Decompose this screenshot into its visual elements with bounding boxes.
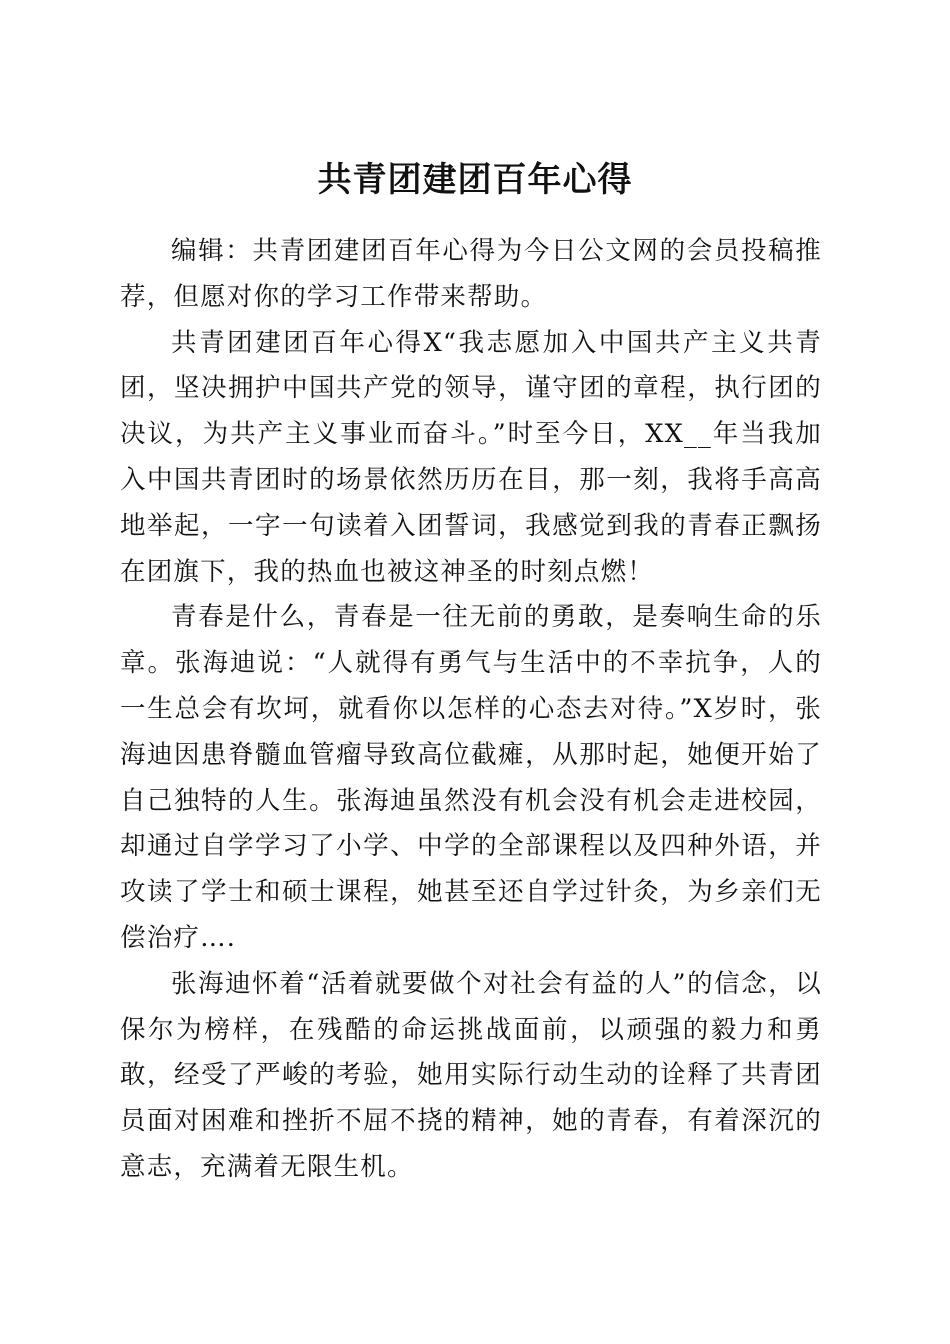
document-body [120,229,822,1191]
paragraph-youth: 青春是什么，青春是一往无前的勇敢，是奏响生命的乐章。张海迪说：“人就得有勇气与生活中的不幸抗争，人的一生总会有坎坷，就看你以怎样的心态去对待。”X岁时，张海迪因患脊髓血管瘤导致高位截瘫，从那时起，她便开始了自己独特的人生。张海迪虽然没有机会没有机会走进校园，却通过自学学习了小学、中学的全部课程以及四种外语，并攻读了学士和硕士课程，她甚至还自学过针灸，为乡亲们无偿治疗…. [120,602,822,953]
paragraph-editor-note: 编辑：共青团建团百年心得为今日公文网的会员投稿推荐，但愿对你的学习工作带来帮助。 [120,236,822,312]
paragraph-oath: 共青团建团百年心得X“我志愿加入中国共产主义共青团，坚决拥护中国共产党的领导，谨守团的章程，执行团的决议，为共产主义事业而奋斗。”时至今日，XX__年当我加入中国共青团时的场景依然历历在目，那一刻，我将手高高地举起，一字一句读着入团誓词，我感觉到我的青春正飘扬在团旗下，我的热血也被这神圣的时刻点燃！ [120,327,822,587]
paragraph-belief: 张海迪怀着“活着就要做个对社会有益的人”的信念，以保尔为榜样，在残酷的命运挑战面前，以顽强的毅力和勇敢，经受了严峻的考验，她用实际行动生动的诠释了共青团员面对困难和挫折不屈不挠的精神，她的青春，有着深沉的意志，充满着无限生机。 [120,968,822,1182]
document-title: 共青团建团百年心得 [317,159,633,200]
